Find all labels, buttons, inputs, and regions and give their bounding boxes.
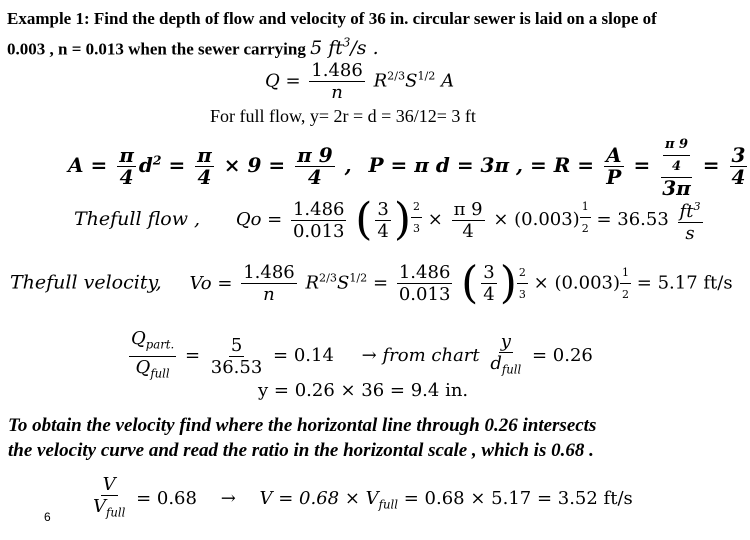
full-flow-equation: Thefull flow , Qo = $\frac{1.486}{0.013}$ ( $\frac{3}{4}$ ) $\frac{2}{3}$ × $\frac{\pi 9}{4}$ × (0.003) $\frac{1}{2}$ = 36.53 $\frac{ft^3}{s}$ [74, 194, 701, 245]
arrow-icon: → [361, 345, 377, 367]
problem-statement-line-2 [7, 32, 379, 60]
explanation-line-2: the velocity curve and read the ratio in the horizontal scale , which is 0.68 . [8, 440, 594, 461]
discharge-value: 5 $ft^3/s$ . [310, 36, 379, 60]
arrow-icon: → [220, 487, 236, 509]
area-perimeter-radius-row: A = $\frac{\pi}{4}$ $d^2$ = $\frac{\pi}{4}$ × 9 = $\frac{\pi 9}{4}$ , P = π d = 3π , = R = $\frac{A}{P}$ = $\frac{\frac{\pi 9}{4}}{3\pi}$ = $\frac{3}{4}$ [68, 134, 750, 199]
full-velocity-label: Thefull velocity, [10, 271, 162, 294]
page-number: 6 [44, 510, 51, 524]
problem-slope-roughness: 0.003 , n = 0.013 when the sewer carrying [7, 39, 311, 59]
explanation-line-1: To obtain the velocity find where the horizontal line through 0.26 intersects [8, 415, 597, 436]
depth-result: y = 0.26 × 36 = 9.4 in. [258, 380, 469, 401]
full-flow-label: Thefull flow , [74, 208, 201, 230]
final-velocity-equation: $\frac{V}{V_{full}}$ = $0.68 \to V = 0.68 \times V_{full} = 0.68 \times 5.17 = 3.52$ ft/s [93, 474, 633, 520]
full-velocity-equation: Thefull velocity, Vo = $\frac{1.486}{n}$ $R^{2/3}S^{1/2}$ = $\frac{1.486}{0.013}$ ( $\frac{3}{4}$ ) $\frac{2}{3}$ × (0.003) $\frac{1}{2}$ = 5.17 ft/s [10, 257, 733, 309]
flow-ratio-equation: $\frac{Q_{part.}}{Q_{full}}$ = $\frac{5}{36.53}$ = 0.14 → from chart $\frac{y}{d_{full}}$ = 0.26 [131, 328, 593, 381]
full-flow-note: For full flow, y= 2r = d = 36/12= 3 ft [210, 106, 476, 126]
problem-statement-line-1: Example 1: Find the depth of flow and velocity of 36 in. circular sewer is laid on a slope of [7, 9, 657, 28]
manning-equation: Q = $\frac{1.486}{n}$ $R^{2/3}S^{1/2}$ A [265, 60, 455, 103]
